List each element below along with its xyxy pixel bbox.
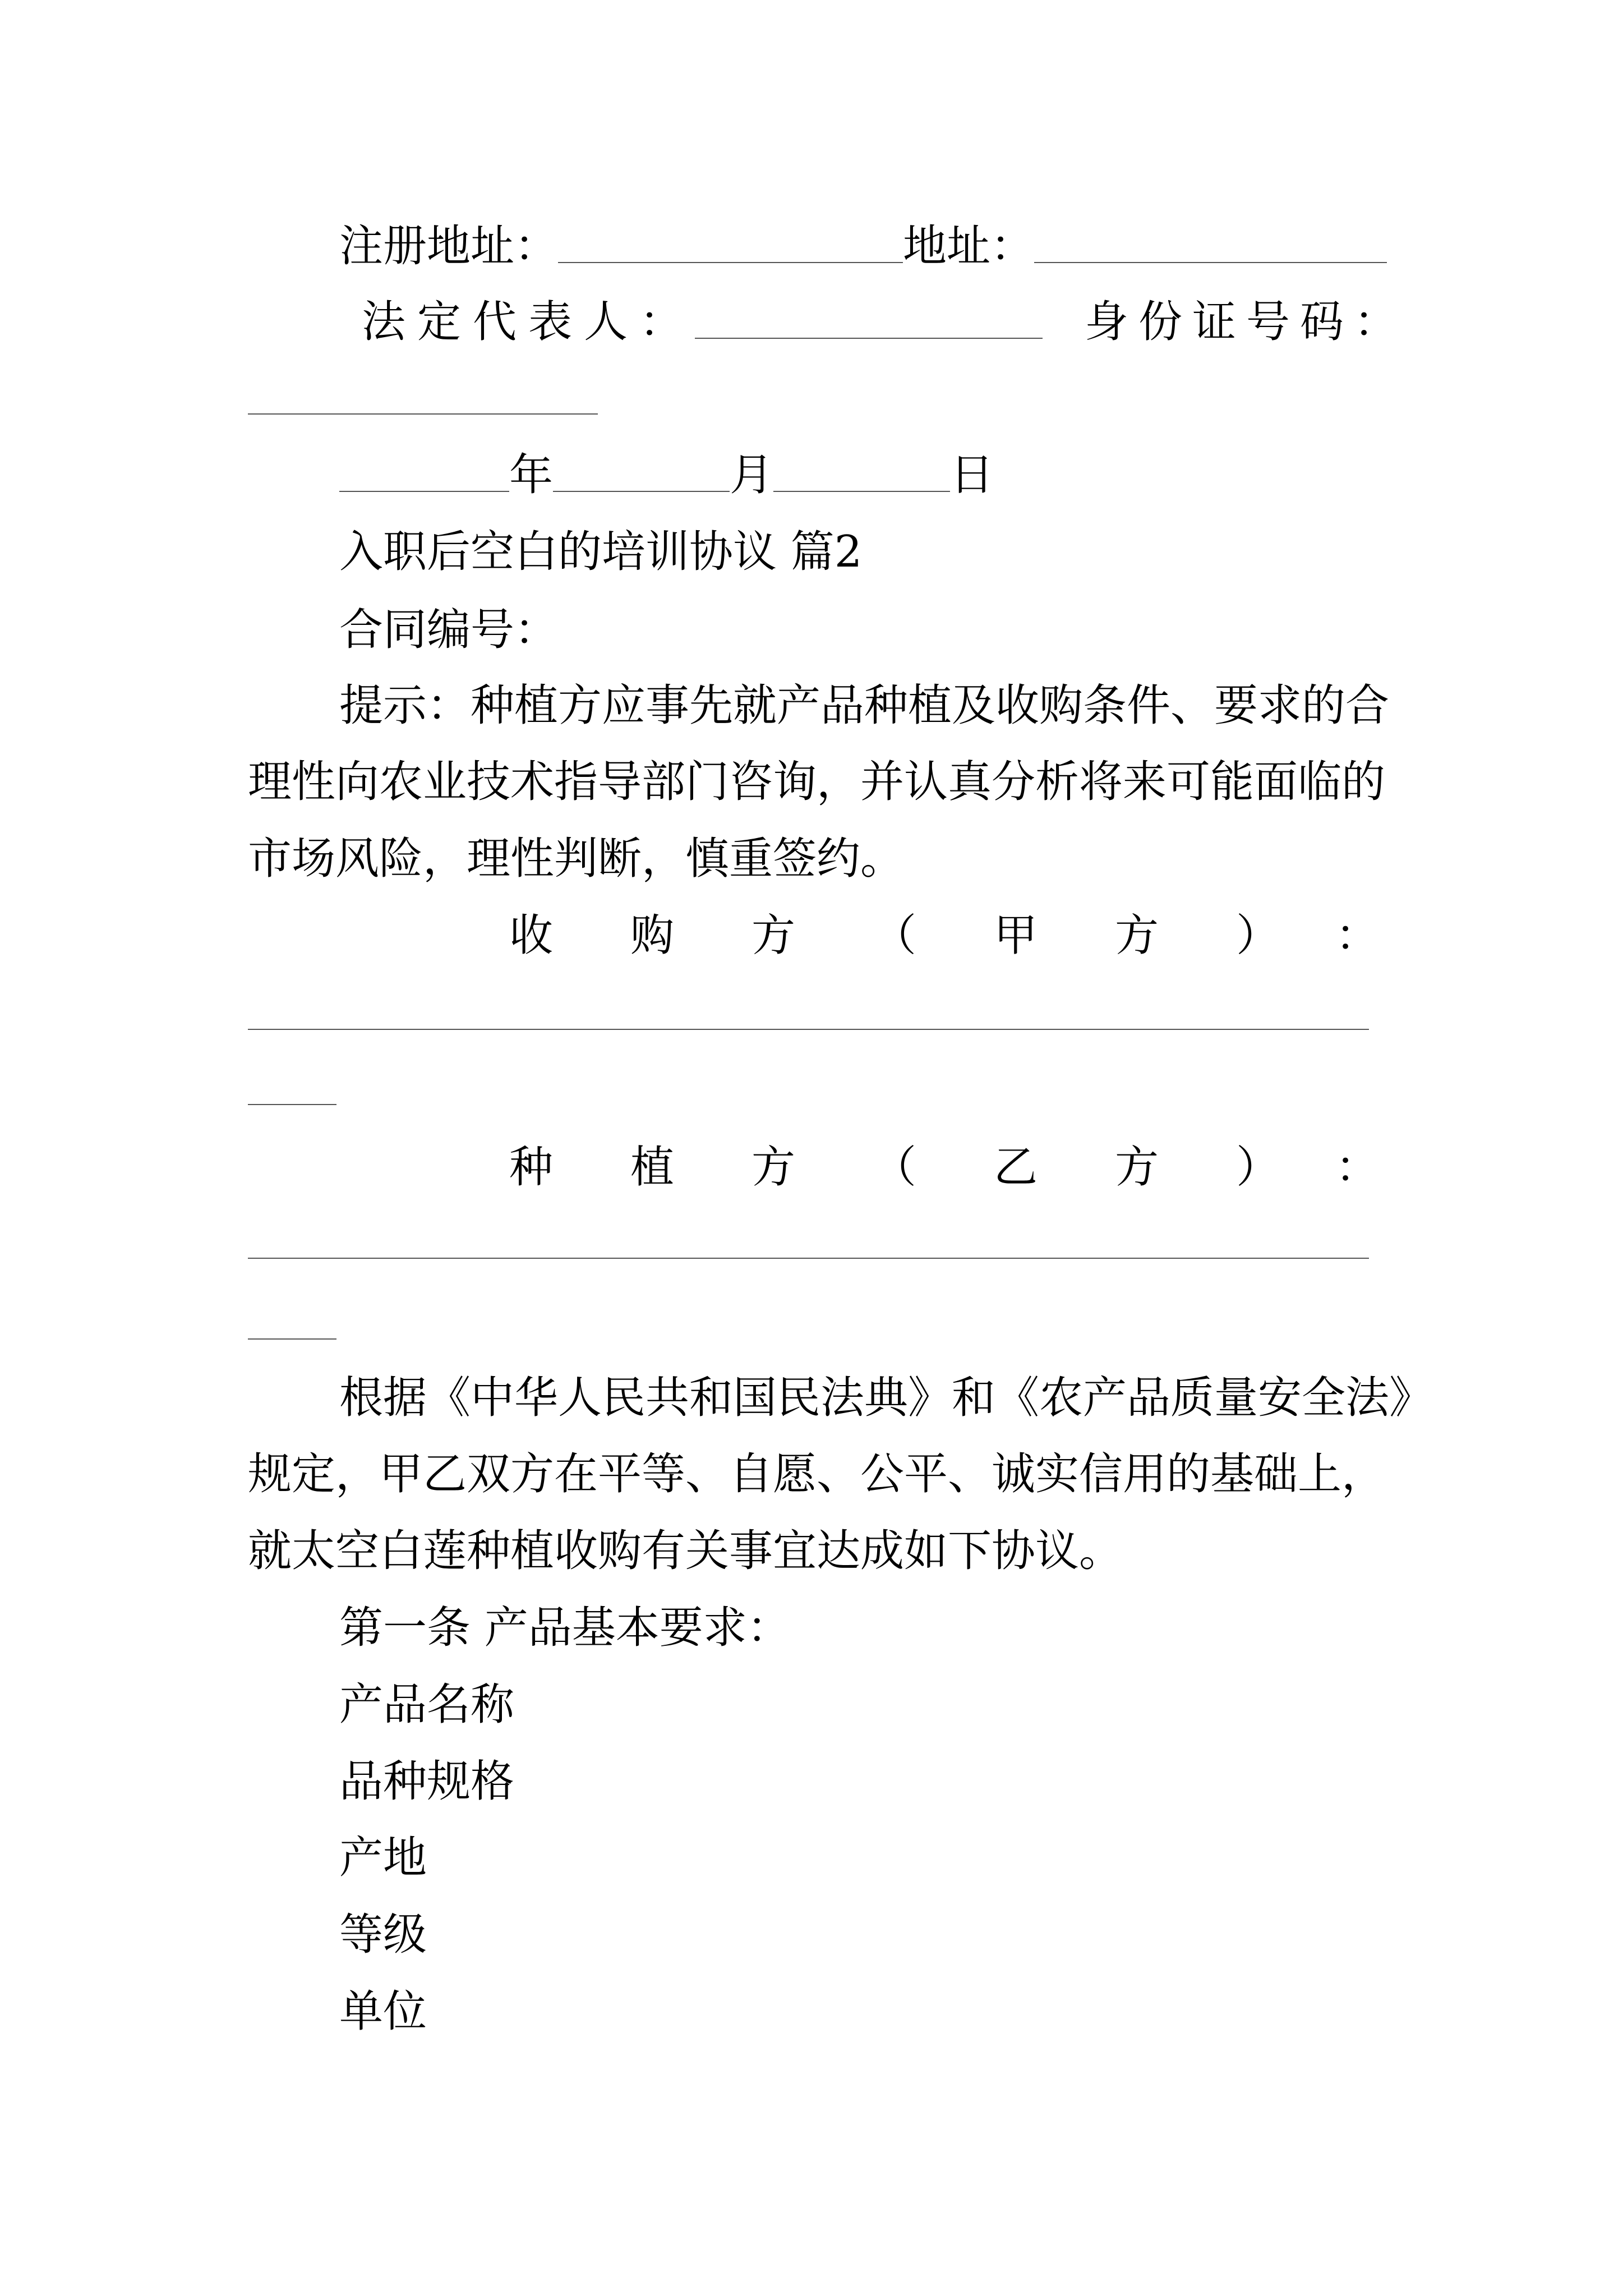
buyer-blank-continued: [248, 1104, 336, 1105]
buyer-label: 收购方（甲方）：: [509, 910, 1457, 961]
article-1-item: 等级: [339, 1910, 427, 1960]
notice-line: 提示：种植方应事先就产品种植及收购条件、要求的合: [339, 680, 1390, 731]
grower-blank-continued: [248, 1338, 336, 1340]
grower-blank: [248, 1258, 1369, 1259]
article-1-title: 第一条 产品基本要求：: [339, 1603, 791, 1653]
legal-representative-row: [362, 294, 1408, 350]
buyer-blank: [248, 1029, 1369, 1030]
registered-address-blank: [558, 229, 903, 263]
legal-representative-blank: [695, 305, 1043, 339]
contract-number-label: 合同编号：: [339, 605, 559, 655]
month-blank: [553, 458, 730, 492]
notice-line: 市场风险，理性判断，慎重签约。: [248, 834, 905, 884]
preamble-line: 根据《中华人民共和国民法典》和《农产品质量安全法》: [339, 1373, 1433, 1423]
address-blank: [1034, 229, 1387, 263]
day-label: 日: [950, 450, 994, 500]
article-1-item: 产地: [339, 1833, 427, 1883]
notice-line: 理性向农业技术指导部门咨询，并认真分析将来可能面临的: [248, 757, 1386, 807]
day-blank: [773, 458, 950, 492]
document-heading: 入职后空白的培训协议 篇2: [339, 527, 863, 577]
address-label: 地址：: [903, 221, 1035, 272]
date-row: [339, 447, 994, 503]
legal-representative-label: 法定代表人：: [362, 297, 695, 347]
id-number-label: 身份证号码：: [1085, 297, 1408, 347]
article-1-item: 单位: [339, 1986, 427, 2037]
article-1-item: 品种规格: [339, 1756, 515, 1807]
year-blank: [339, 458, 509, 492]
id-number-blank: [248, 413, 598, 415]
article-1-item: 产品名称: [339, 1680, 515, 1730]
address-row: [339, 218, 1387, 274]
month-label: 月: [730, 450, 774, 500]
registered-address-label: 注册地址：: [339, 221, 559, 272]
grower-label: 种植方（乙方）：: [509, 1142, 1457, 1193]
preamble-line: 就太空白莲种植收购有关事宜达成如下协议。: [248, 1526, 1123, 1576]
year-label: 年: [509, 450, 554, 500]
preamble-line: 规定，甲乙双方在平等、自愿、公平、诚实信用的基础上，: [248, 1449, 1386, 1499]
